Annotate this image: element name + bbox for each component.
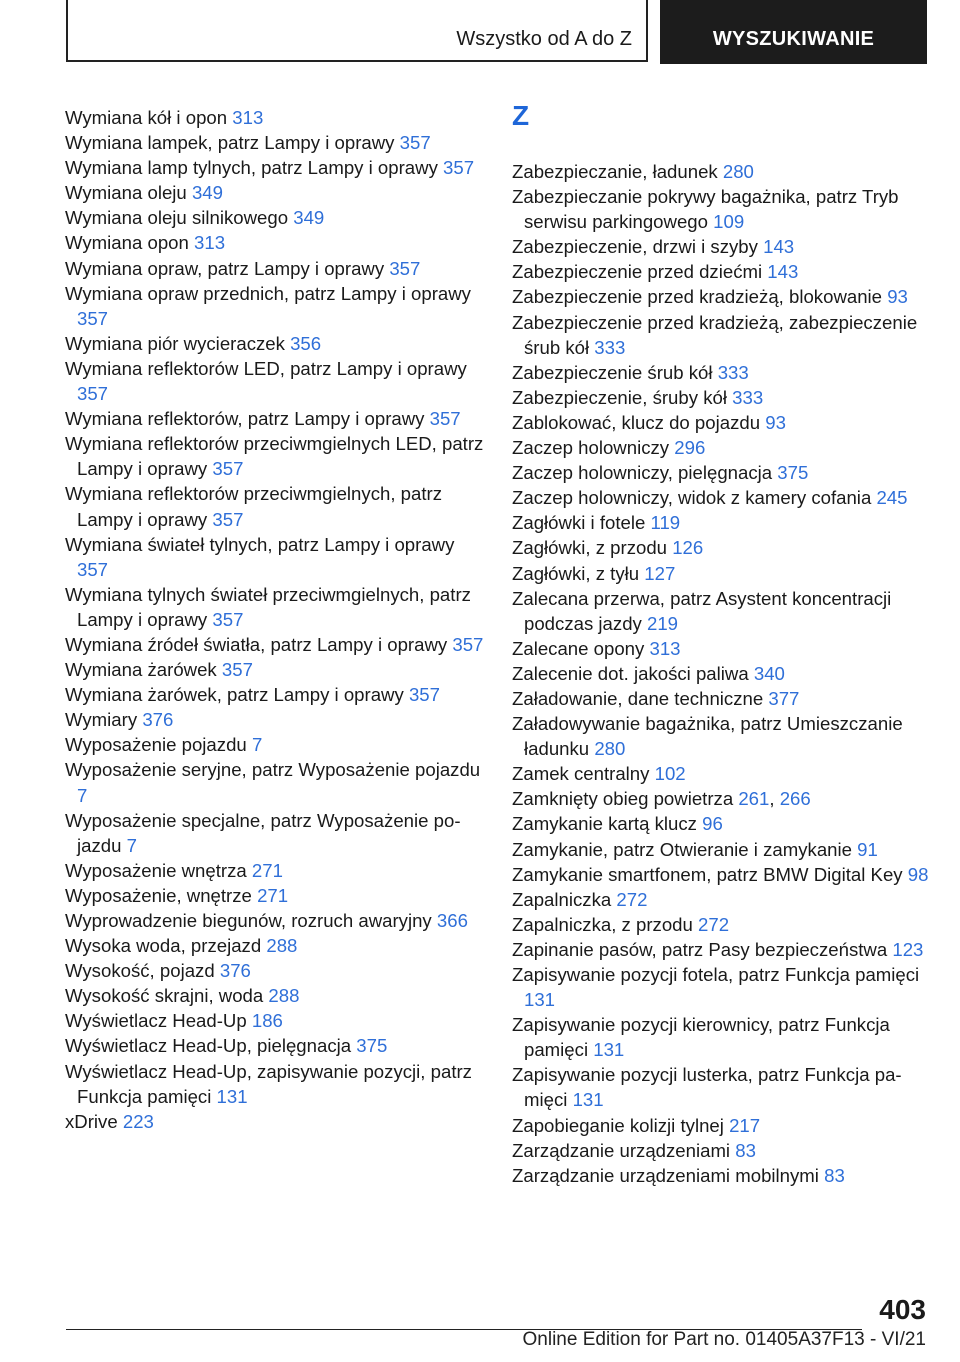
index-entry bbox=[65, 908, 485, 933]
index-entry-text: Zabezpieczanie, ładunek bbox=[512, 161, 718, 182]
index-entry-text: Zabezpieczanie pokrywy bagażnika, patrz Tryb serwisu parkingowego bbox=[512, 186, 899, 233]
index-entry-text: Zarządzanie urządzeniami mobilnymi bbox=[512, 1164, 819, 1186]
index-entry-text: Wymiana tylnych świateł przeciwmgielnych, patrz Lampy i oprawy bbox=[65, 583, 471, 630]
index-entry bbox=[65, 632, 485, 657]
index-entry bbox=[512, 1062, 932, 1112]
index-entry bbox=[512, 234, 932, 259]
index-entry-text: Wymiana oleju silnikowego bbox=[65, 207, 289, 229]
index-entry-text: Wymiana opraw przednich, patrz Lampy i oprawy bbox=[65, 282, 471, 304]
index-entry bbox=[65, 130, 485, 155]
index-entry-text: Zalecenie dot. jakości paliwa bbox=[512, 662, 749, 684]
page-link[interactable]: 376 bbox=[219, 960, 251, 982]
index-entry bbox=[65, 205, 485, 230]
page-link[interactable]: 93 bbox=[765, 411, 786, 433]
index-entry bbox=[512, 385, 932, 410]
index-entry bbox=[512, 360, 932, 385]
section-letter: Z bbox=[512, 100, 530, 131]
index-entry bbox=[512, 862, 932, 887]
index-entry-text: Wymiana lampek, patrz Lampy i oprawy bbox=[65, 132, 395, 154]
index-entry-text: Zabezpieczenie przed kradzieżą, blokowanie bbox=[512, 286, 883, 308]
index-entry bbox=[65, 155, 485, 180]
page-link[interactable]: 83 bbox=[735, 1139, 756, 1161]
index-entry-text: Zapobieganie kolizji tylnej bbox=[512, 1114, 724, 1136]
page-link[interactable]: 313 bbox=[232, 107, 264, 128]
page-link[interactable]: 357 bbox=[212, 608, 244, 630]
page-link[interactable]: 143 bbox=[763, 236, 795, 258]
index-entry-text: Zapisywanie pozycji kierownicy, patrz Funkcja pamięci bbox=[512, 1014, 890, 1061]
index-entry bbox=[65, 682, 485, 707]
index-entry bbox=[65, 1059, 485, 1109]
page-link[interactable]: 357 bbox=[389, 257, 421, 279]
index-entry bbox=[65, 757, 485, 807]
index-entry bbox=[65, 808, 485, 858]
page-link[interactable]: 102 bbox=[654, 763, 686, 785]
index-entry-text: Zabezpieczenie, drzwi i szyby bbox=[512, 236, 758, 258]
page-link[interactable]: 217 bbox=[729, 1114, 761, 1136]
index-entry bbox=[65, 356, 485, 406]
index-entry bbox=[512, 811, 932, 836]
index-entry-text: Zaczep holowniczy bbox=[512, 437, 670, 459]
page-link[interactable]: 366 bbox=[436, 910, 468, 931]
index-entry bbox=[512, 761, 932, 786]
page-header bbox=[66, 0, 927, 64]
page-number: 403 bbox=[879, 1294, 926, 1325]
index-entry-text: Wymiary bbox=[65, 709, 138, 731]
page-link[interactable]: 98 bbox=[907, 863, 929, 885]
page-link[interactable]: 7 bbox=[77, 784, 88, 806]
index-entry-text: Zapinanie pasów, patrz Pasy bezpieczeństwa bbox=[512, 938, 888, 960]
page-link[interactable]: 7 bbox=[251, 734, 263, 756]
page-link[interactable]: 131 bbox=[524, 989, 556, 1011]
page-link[interactable]: 280 bbox=[722, 161, 754, 182]
page-link[interactable]: 357 bbox=[212, 458, 244, 480]
index-entry bbox=[512, 1012, 932, 1062]
index-entry-text: Załadowanie, dane techniczne bbox=[512, 687, 764, 709]
index-entry-text: Zabezpieczenie, śruby kół bbox=[512, 386, 727, 408]
index-entry bbox=[512, 887, 932, 912]
index-entry bbox=[65, 707, 485, 732]
index-entry bbox=[512, 1138, 932, 1163]
index-entry: Zamknięty obieg powietrza 261, 266 bbox=[512, 788, 811, 810]
index-entry-text: Zamykanie, patrz Otwieranie i zamykanie bbox=[512, 838, 852, 860]
index-entry bbox=[65, 256, 485, 281]
index-entry bbox=[65, 933, 485, 958]
index-entry-text: Zapisywanie pozycji lusterka, patrz Funkcja pamięci bbox=[512, 1064, 902, 1111]
page-link[interactable]: 357 bbox=[221, 659, 253, 681]
index-entry-text: Zagłówki, z przodu bbox=[512, 537, 668, 559]
index-entry-text: Wymiana piór wycieraczek bbox=[65, 332, 285, 354]
index-entry bbox=[512, 937, 932, 962]
index-entry-text: Wymiana reflektorów, patrz Lampy i oprawy bbox=[65, 408, 425, 430]
index-entry-text: Wymiana kół i opon bbox=[65, 107, 228, 128]
index-entry-text: Wymiana żarówek bbox=[65, 659, 217, 681]
page-link[interactable]: 261 bbox=[738, 788, 770, 810]
page-link[interactable]: 7 bbox=[126, 834, 137, 856]
index-entry bbox=[512, 435, 932, 460]
page-link[interactable]: 127 bbox=[644, 562, 676, 584]
page-link[interactable]: 245 bbox=[876, 487, 908, 509]
index-entry-text: Wymiana reflektorów przeciwmgielnych LED, patrz Lampy i oprawy bbox=[65, 433, 484, 480]
index-entry bbox=[512, 636, 932, 661]
index-entry-text: Wymiana żarówek, patrz Lampy i oprawy bbox=[65, 684, 404, 706]
index-entry bbox=[65, 105, 485, 130]
index-entry bbox=[512, 912, 932, 937]
index-entry-text: Wymiana oleju bbox=[65, 182, 187, 204]
index-entry-text: Wyposażenie pojazdu bbox=[65, 734, 247, 756]
index-entry-text: Zapisywanie pozycji fotela, patrz Funkcja pamięci bbox=[512, 964, 920, 985]
index-entry bbox=[512, 284, 932, 309]
index-entry bbox=[512, 962, 932, 1012]
index-entry-text: Wymiana reflektorów LED, patrz Lampy i oprawy bbox=[65, 357, 467, 379]
page-link[interactable]: 96 bbox=[702, 813, 723, 835]
page-link[interactable]: 376 bbox=[142, 709, 174, 731]
index-entry bbox=[65, 883, 485, 908]
index-entry bbox=[65, 331, 485, 356]
page-link[interactable]: 313 bbox=[194, 232, 226, 254]
footer-edition: Online Edition for Part no. 01405A37F13 - VI/21 bbox=[522, 1329, 926, 1350]
page-link[interactable]: 288 bbox=[266, 935, 298, 957]
index-entry-text: Zamykanie smartfonem, patrz BMW Digital Key bbox=[512, 863, 903, 885]
index-entry bbox=[512, 410, 932, 435]
index-entry bbox=[65, 481, 485, 531]
index-entry-text: Wyświetlacz Head-Up, pielęgnacja bbox=[65, 1035, 352, 1057]
index-entry bbox=[512, 661, 932, 686]
index-entry-text: Wymiana opon bbox=[65, 232, 189, 254]
page-link[interactable]: 333 bbox=[717, 361, 749, 383]
index-entry bbox=[512, 586, 932, 636]
index-entry bbox=[512, 686, 932, 711]
section-tab[interactable] bbox=[66, 0, 648, 62]
index-entry-text: Wymiana reflektorów przeciwmgielnych, patrz Lampy i oprawy bbox=[65, 483, 442, 530]
index-entry-text: Wysoka woda, przejazd bbox=[65, 935, 262, 957]
index-entry-text: Zabezpieczenie przed dziećmi bbox=[512, 261, 763, 283]
index-entry-text: Wyprowadzenie biegunów, rozruch awaryjny bbox=[65, 910, 432, 931]
search-tab[interactable] bbox=[660, 0, 927, 64]
index-entry-text: Zamykanie kartą klucz bbox=[512, 813, 697, 835]
index-entry bbox=[512, 837, 932, 862]
page-link[interactable]: 357 bbox=[77, 383, 109, 405]
index-entry-text: Wysokość, pojazd bbox=[65, 960, 215, 982]
index-entry bbox=[65, 406, 485, 431]
index-entry-text: Załadowywanie bagażnika, patrz Umieszczanie ładunku bbox=[512, 713, 903, 760]
index-entry-text: Zapalniczka bbox=[512, 888, 612, 910]
page-link[interactable]: 91 bbox=[857, 838, 878, 860]
index-entry-text: Zabezpieczenie śrub kół bbox=[512, 361, 713, 383]
index-entry bbox=[65, 657, 485, 682]
index-entry bbox=[65, 180, 485, 205]
index-entry bbox=[512, 259, 932, 284]
page-link[interactable]: 333 bbox=[594, 336, 626, 358]
page-link[interactable]: 357 bbox=[429, 408, 461, 430]
page-link[interactable]: 131 bbox=[593, 1039, 625, 1061]
page-link[interactable]: 109 bbox=[713, 211, 745, 233]
index-entry-text: Wyposażenie wnętrza bbox=[65, 859, 247, 881]
index-entry bbox=[512, 310, 932, 360]
index-entry-text: Wymiana źródeł światła, patrz Lampy i oprawy bbox=[65, 633, 448, 655]
page-link[interactable]: 271 bbox=[251, 859, 283, 881]
page-link[interactable]: 357 bbox=[452, 633, 484, 655]
index-entry bbox=[65, 230, 485, 255]
page-link[interactable]: 313 bbox=[649, 637, 681, 659]
page-link[interactable]: 357 bbox=[408, 684, 440, 706]
search-tab-label: WYSZUKIWANIE bbox=[712, 28, 875, 50]
index-entry bbox=[512, 184, 932, 234]
page-link[interactable]: 288 bbox=[268, 985, 300, 1007]
page-link[interactable]: 271 bbox=[257, 884, 289, 906]
page-link[interactable]: 272 bbox=[698, 913, 730, 935]
index-entry-text: xDrive bbox=[65, 1110, 118, 1132]
index-entry-text: Zaczep holowniczy, pielęgnacja bbox=[512, 462, 773, 484]
page-link[interactable]: 357 bbox=[77, 307, 109, 329]
page-link[interactable]: 280 bbox=[594, 738, 626, 760]
index-entry-text: Wyposażenie seryjne, patrz Wyposażenie pojazdu bbox=[65, 759, 481, 781]
page-link[interactable]: 357 bbox=[443, 157, 475, 179]
section-tab-label: Wszystko od A do Z bbox=[456, 28, 632, 50]
page-link[interactable]: 357 bbox=[212, 508, 244, 530]
index-entry-text: Zalecane opony bbox=[512, 637, 645, 659]
index-entry bbox=[512, 159, 932, 184]
index-entry bbox=[512, 460, 932, 485]
index-entry bbox=[512, 510, 932, 535]
index-entry-text: Zaczep holowniczy, widok z kamery cofania bbox=[512, 487, 872, 509]
index-entry bbox=[65, 431, 485, 481]
page-link[interactable]: 131 bbox=[572, 1089, 604, 1111]
page-link[interactable]: 356 bbox=[290, 332, 322, 354]
index-entry bbox=[512, 711, 932, 761]
page-link[interactable]: 266 bbox=[779, 788, 811, 810]
index-entry bbox=[65, 1008, 485, 1033]
index-entry bbox=[65, 1033, 485, 1058]
page-link[interactable]: 296 bbox=[674, 437, 706, 459]
page-link[interactable]: 340 bbox=[753, 662, 785, 684]
index-entry-text: Wymiana świateł tylnych, patrz Lampy i oprawy bbox=[65, 533, 455, 555]
index-entry-text: Zabezpieczenie przed kradzieżą, zabezpieczenie śrub kół bbox=[512, 311, 918, 358]
index-entry-text: Zablokować, klucz do pojazdu bbox=[512, 411, 761, 433]
page-link[interactable]: 131 bbox=[216, 1085, 248, 1107]
page-link[interactable]: 357 bbox=[399, 132, 431, 154]
index-entry-text: Zagłówki i fotele bbox=[512, 512, 646, 534]
index-entry-text: Wysokość skrajni, woda bbox=[65, 985, 264, 1007]
index-entry bbox=[512, 535, 932, 560]
index-entry bbox=[65, 732, 485, 757]
page-link[interactable]: 219 bbox=[647, 612, 679, 634]
index-entry bbox=[512, 485, 932, 510]
index-entry bbox=[65, 1109, 485, 1134]
page-link[interactable]: 126 bbox=[672, 537, 704, 559]
index-entry-text: Wymiana opraw, patrz Lampy i oprawy bbox=[65, 257, 385, 279]
index-column-left bbox=[65, 105, 485, 1134]
index-entry-text: Zagłówki, z tyłu bbox=[512, 562, 640, 584]
index-entry bbox=[65, 858, 485, 883]
index-entry bbox=[65, 532, 485, 582]
page-link[interactable]: 143 bbox=[767, 261, 799, 283]
index-entry-text: Wyposażenie, wnętrze bbox=[65, 884, 252, 906]
index-entry-text: Zapalniczka, z przodu bbox=[512, 913, 693, 935]
index-entry bbox=[65, 983, 485, 1008]
index-entry-text: Zalecana przerwa, patrz Asystent koncentracji podczas jazdy bbox=[512, 587, 892, 634]
index-entry-text: Zarządzanie urządzeniami bbox=[512, 1139, 731, 1161]
page-link[interactable]: 375 bbox=[777, 462, 809, 484]
index-entry-text: Wyposażenie specjalne, patrz Wyposażenie pojazdu bbox=[65, 809, 461, 856]
page-link[interactable]: 93 bbox=[887, 286, 908, 308]
page-link[interactable]: 377 bbox=[768, 687, 800, 709]
page-link[interactable]: 186 bbox=[251, 1010, 283, 1032]
index-entry bbox=[512, 1113, 932, 1138]
page-link[interactable]: 223 bbox=[122, 1110, 154, 1132]
page-link[interactable]: 83 bbox=[824, 1164, 845, 1186]
page-link[interactable]: 123 bbox=[892, 938, 924, 960]
index-entry-text: Wyświetlacz Head-Up bbox=[65, 1010, 247, 1032]
index-entry bbox=[512, 1163, 932, 1188]
page-link[interactable]: 349 bbox=[191, 182, 223, 204]
index-entry bbox=[65, 582, 485, 632]
index-entry bbox=[512, 561, 932, 586]
page-link[interactable]: 272 bbox=[616, 888, 648, 910]
index-column-right bbox=[512, 159, 932, 1188]
index-entry-text: Zamknięty obieg powietrza bbox=[512, 788, 734, 810]
page-link[interactable]: 119 bbox=[650, 512, 681, 534]
index-entry-text: Wyświetlacz Head-Up, zapisywanie pozycji, patrz Funkcja pamięci bbox=[65, 1060, 472, 1107]
page-link[interactable]: 357 bbox=[77, 558, 109, 580]
page-link[interactable]: 349 bbox=[293, 207, 325, 229]
page-link[interactable]: 375 bbox=[356, 1035, 388, 1057]
index-entry-text: Wymiana lamp tylnych, patrz Lampy i oprawy bbox=[65, 157, 438, 179]
index-entry bbox=[65, 281, 485, 331]
page-link[interactable]: 333 bbox=[732, 386, 764, 408]
index-entry bbox=[65, 958, 485, 983]
index-entry-text: Zamek centralny bbox=[512, 763, 650, 785]
